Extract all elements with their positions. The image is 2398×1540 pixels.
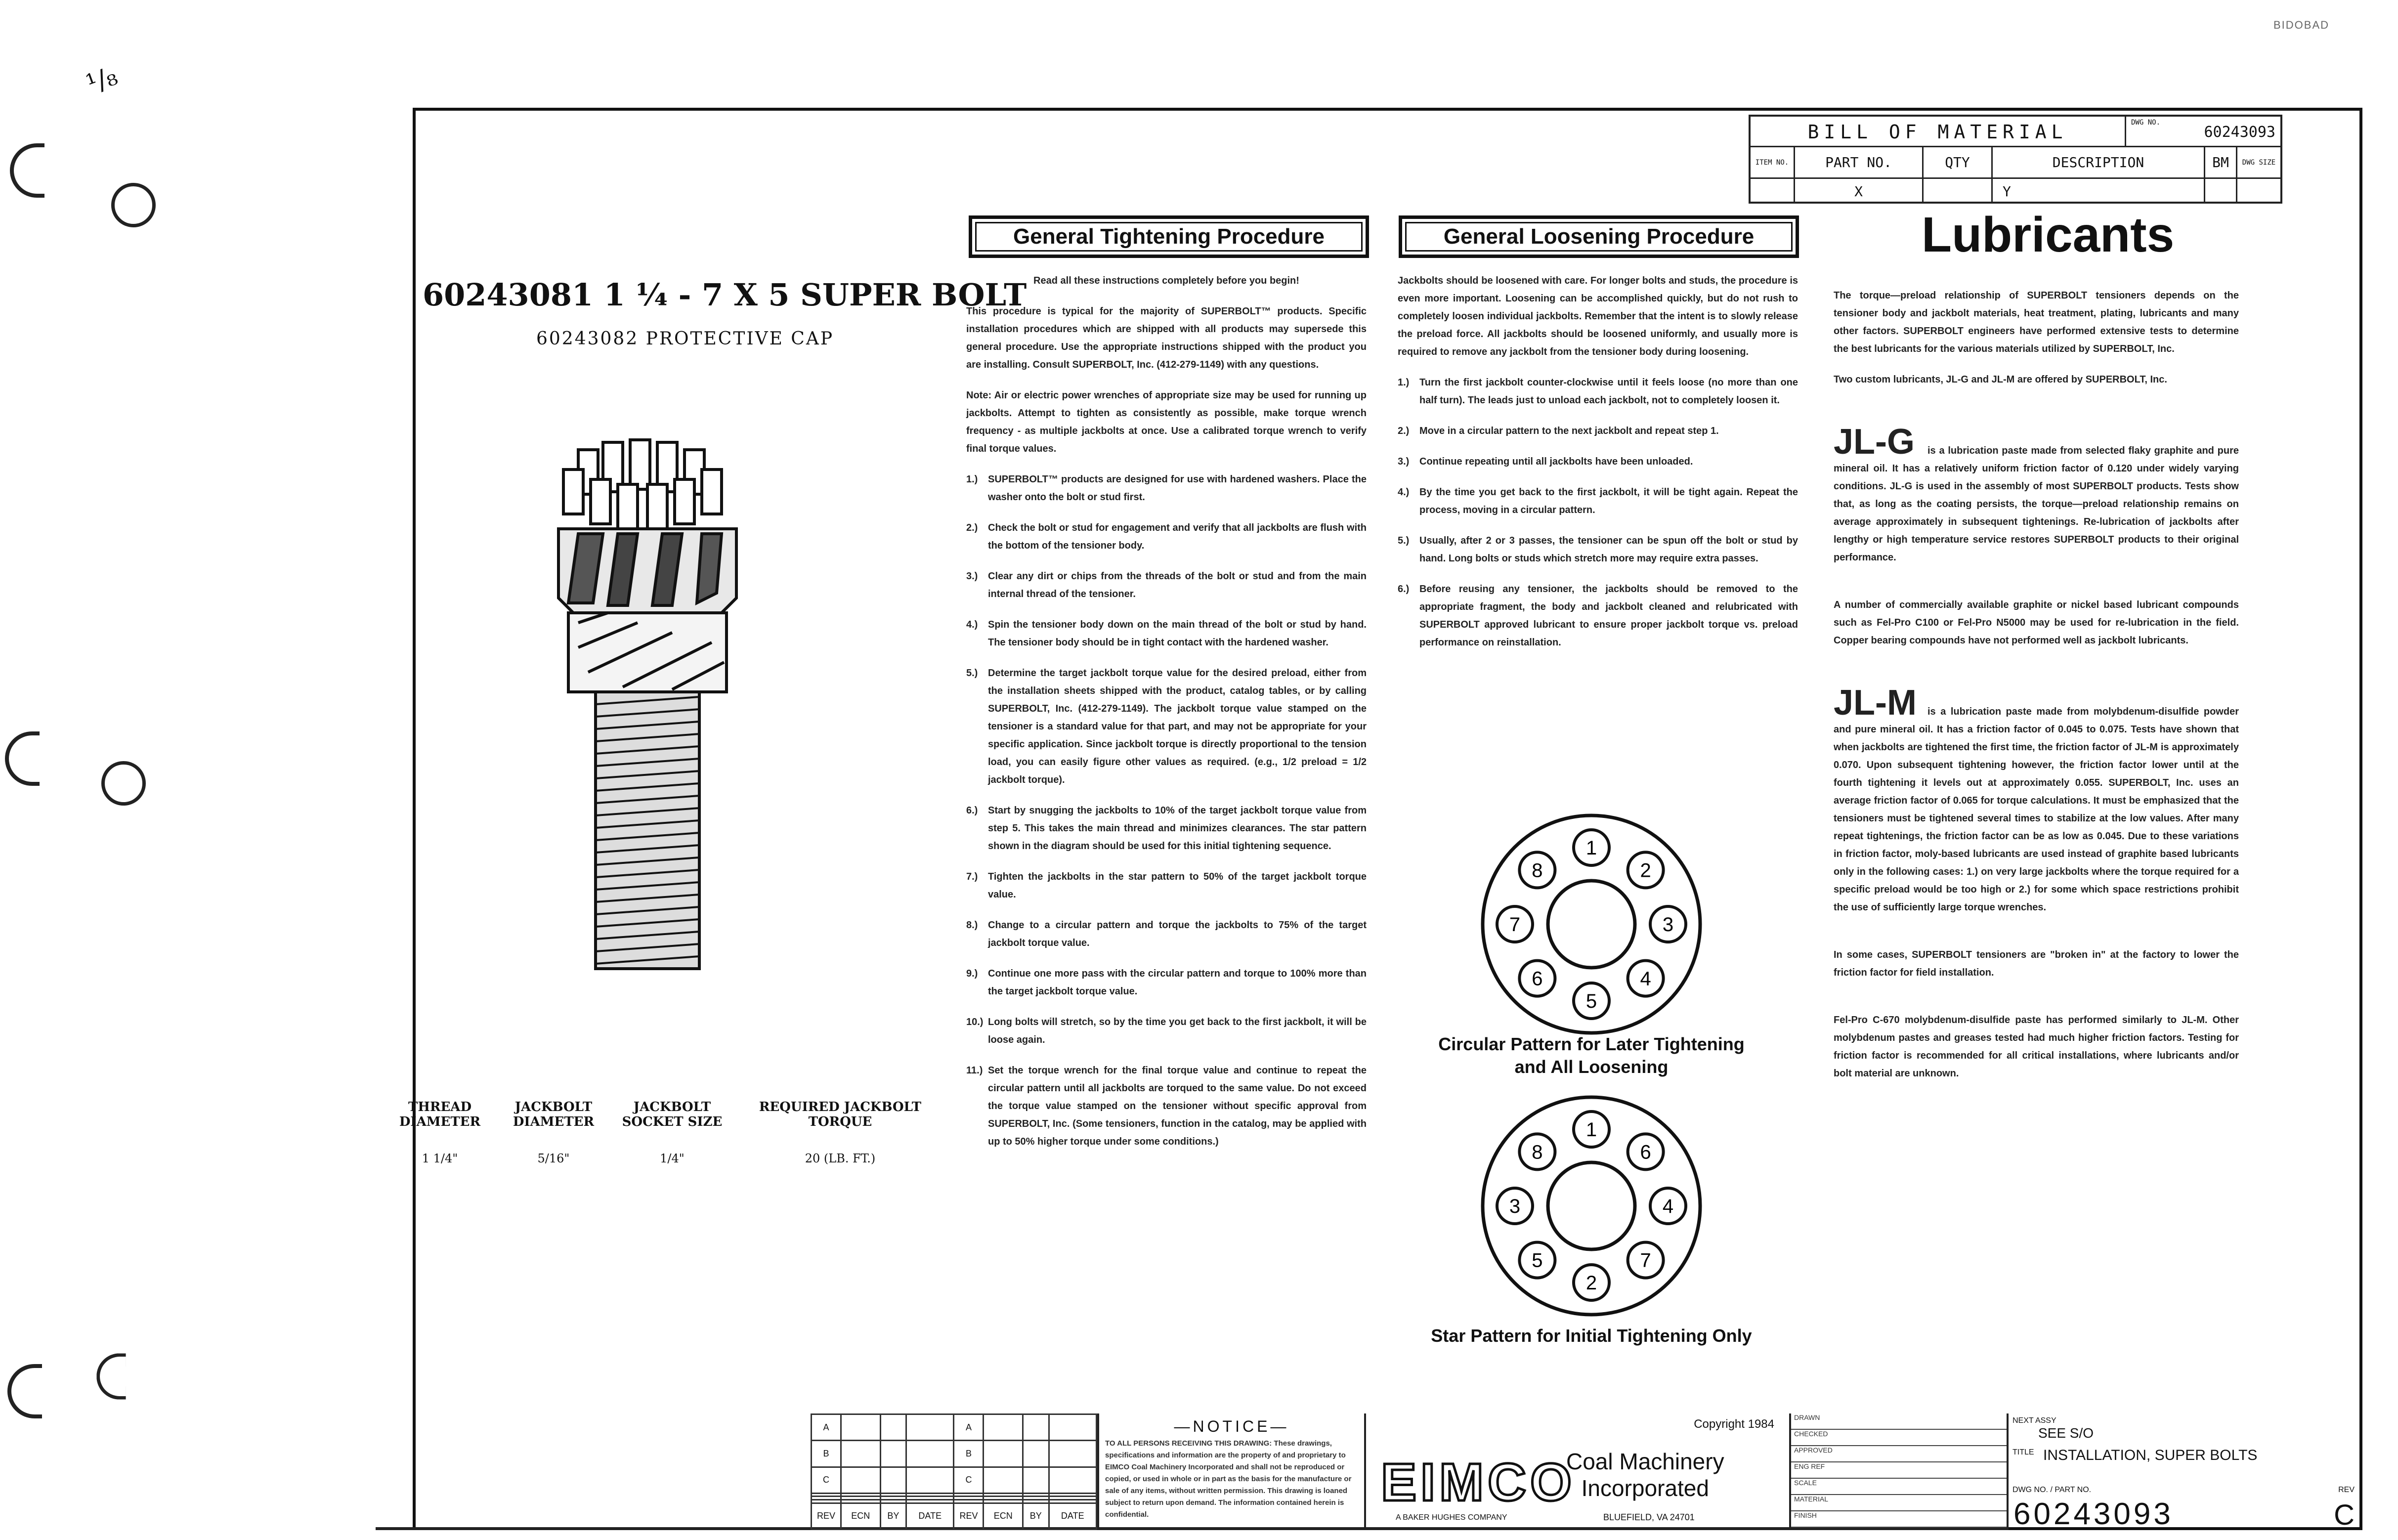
bom-header-qty: QTY: [1924, 147, 1993, 177]
step-number: 6.): [966, 805, 978, 816]
tightening-step: [966, 616, 1367, 651]
revision-block: [811, 1413, 1097, 1530]
jlg-heading: JL-G: [1834, 422, 1915, 462]
rev-label: REV: [2338, 1486, 2355, 1494]
loosening-step: [1398, 532, 1798, 567]
notice-text: TO ALL PERSONS RECEIVING THIS DRAWING: These drawings, specifications and information are the property of and proprietary to EIMCO Coal Machinery Incorporated and shall not be reproduced or copied, or used in whole or in part as the basis for the manufacture or sale of any items, without written permission. This drawing is loaned subject to return upon demand. The information contained herein is confidential.: [1105, 1439, 1352, 1519]
star-pattern-diagram: [1478, 1092, 1705, 1320]
jlm-heading: JL-M: [1834, 683, 1917, 723]
tightening-step: [966, 802, 1367, 855]
bom-drawing-number: 60243093: [2126, 117, 2280, 147]
title-label: TITLE: [2013, 1448, 2034, 1456]
step-text: Check the bolt or stud for engagement and verify that all jackbolts are flush with the bottom of the tensioner body.: [988, 522, 1367, 551]
rev-mark: C: [954, 1467, 984, 1493]
step-number: 5.): [1398, 535, 1410, 546]
circular-jackbolt-number: 6: [1532, 968, 1543, 990]
lubricants-intro: The torque—preload relationship of SUPERBOLT tensioners depends on the tensioner body and jackbolt materials, heat treatment, plating, lubricants and many other factors. SUPERBOLT engineers have performed extensive tests to determine the best lubricants for the various materials utilized by SUPERBOLT, Inc.: [1834, 290, 2239, 354]
binder-hole-mark: [5, 731, 40, 786]
tightening-step: [966, 519, 1367, 555]
loosening-step: [1398, 422, 1798, 440]
notice-title: —NOTICE—: [1174, 1417, 1289, 1435]
bom-cell: X: [1795, 179, 1924, 204]
step-text: By the time you get back to the first jackbolt, it will be tight again. Repeat the process, moving in a circular pattern.: [1419, 487, 1798, 515]
step-number: 9.): [966, 968, 978, 979]
bill-of-material: [1749, 115, 2282, 204]
star-jackbolt-number: 6: [1640, 1141, 1651, 1163]
loosening-step: [1398, 453, 1798, 471]
step-text: Continue one more pass with the circular pattern and torque to 100% more than the target jackbolt torque value.: [988, 968, 1367, 997]
tightening-step: [966, 471, 1367, 506]
sig-row: ENG REF: [1791, 1462, 2007, 1479]
company-location: BLUEFIELD, VA 24701: [1603, 1512, 1695, 1522]
rev-mark: B: [954, 1441, 984, 1467]
step-number: 7.): [966, 871, 978, 882]
handwritten-scribble: ¹/₈: [82, 60, 122, 100]
spec-header-jackbolt-diameter: JACKBOLT DIAMETER: [513, 1100, 595, 1129]
lubricants-felpro: Fel-Pro C-670 molybdenum-disulfide paste has performed similarly to JL-M. Other molybdenum pastes and greases tested had much higher friction factors. Testing for friction factor is recommended for all critical installations, where lubricants and/or bolt material are unknown.: [1834, 1015, 2239, 1079]
bom-header-size: DWG SIZE: [2242, 158, 2276, 167]
circular-jackbolt-number: 2: [1640, 859, 1651, 882]
step-number: 3.): [1398, 456, 1410, 467]
corner-code: BIDOBAD: [2273, 19, 2330, 31]
rev-col-header: BY: [1023, 1503, 1049, 1529]
bom-drawing-number-label: DWG NO.: [2131, 119, 2161, 127]
tightening-step: [966, 1013, 1367, 1049]
step-number: 3.): [966, 571, 978, 582]
sig-row: MATERIAL: [1791, 1495, 2007, 1511]
bom-header-item: ITEM NO.: [1751, 147, 1795, 177]
circular-jackbolt-number: 1: [1585, 837, 1597, 859]
jlm-section: [1834, 683, 2239, 916]
step-number: 6.): [1398, 584, 1410, 595]
step-number: 8.): [966, 920, 978, 931]
lubricants-custom: Two custom lubricants, JL-G and JL-M are offered by SUPERBOLT, Inc.: [1834, 374, 2167, 385]
rev-col-header: ECN: [841, 1503, 881, 1529]
binder-hole-mark: [10, 143, 44, 198]
star-jackbolt-number: 4: [1662, 1196, 1674, 1217]
loosening-title: General Loosening Procedure: [1399, 215, 1799, 258]
star-jackbolt-number: 8: [1532, 1141, 1543, 1163]
circular-jackbolt-number: 5: [1585, 990, 1597, 1012]
copyright: Copyright 1984: [1694, 1417, 1774, 1431]
spec-value-jackbolt-diameter: 5/16": [537, 1152, 570, 1165]
tightening-column: [966, 272, 1367, 1163]
binder-hole-mark: [96, 1353, 126, 1400]
company-block: [1364, 1413, 1789, 1530]
bom-header-bm: BM: [2205, 147, 2237, 177]
loosening-step: [1398, 483, 1798, 519]
bom-title: BILL OF MATERIAL: [1751, 117, 2126, 147]
superbolt-illustration: [549, 435, 746, 988]
step-text: Change to a circular pattern and torque the jackbolts to 75% of the target jackbolt torque value.: [988, 920, 1367, 948]
step-number: 1.): [1398, 377, 1410, 388]
next-assy-label: NEXT ASSY: [2013, 1416, 2056, 1425]
rev-mark: A: [954, 1414, 984, 1441]
step-text: Turn the first jackbolt counter-clockwise until it feels loose (no more than one half turn). The leads just to unload each jackbolt, not to completely loosen it.: [1419, 377, 1798, 406]
step-number: 11.): [966, 1065, 983, 1076]
dwg-no-label: DWG NO. / PART NO.: [2013, 1486, 2092, 1494]
rev-col-header: ECN: [984, 1503, 1023, 1529]
step-text: Usually, after 2 or 3 passes, the tensioner can be spun off the bolt or stud by hand. Long bolts or studs which stretch more may require extra passes.: [1419, 535, 1798, 564]
step-number: 4.): [966, 619, 978, 630]
bom-header-row: [1751, 147, 2280, 179]
spec-header-socket: JACKBOLT SOCKET SIZE: [622, 1100, 723, 1129]
bom-cell: [2237, 179, 2280, 204]
lubricants-column: [1834, 287, 2239, 1095]
loosening-step: [1398, 374, 1798, 409]
step-text: Set the torque wrench for the final torque value and continue to repeat the circular pattern until all jackbolts are torqued to the same value. Do not exceed the torque value stamped on the tensioner without specific approval from SUPERBOLT, Inc. (Some tensioners, function in the catalog, may be applied with up to 50% higher torque under some conditions.): [988, 1065, 1367, 1147]
spec-value-torque: 20 (LB. FT.): [805, 1152, 876, 1165]
star-jackbolt-number: 2: [1585, 1272, 1597, 1294]
step-text: Determine the target jackbolt torque value for the desired preload, either from the installation sheets shipped with the product, catalog tables, or by calling SUPERBOLT, Inc. (412-279-1149). The jackbolt torque value stamped on the tensioner is a standard value for that part, and may not be appropriate for your specific application. Since jackbolt torque is directly proportional to the tension load, you can easily figure other values as required. (e.g., 1/2 preload = 1/2 jackbolt torque).: [988, 668, 1367, 785]
circular-jackbolt-number: 4: [1640, 968, 1651, 990]
bom-cell: [1924, 179, 1993, 204]
tightening-step: [966, 868, 1367, 903]
bom-cell: [1751, 179, 1795, 204]
step-text: Start by snugging the jackbolts to 10% of the target jackbolt torque value from step 5. This takes the main thread and minimizes clearances. The star pattern shown in the diagram should be used for this initial tightening sequence.: [988, 805, 1367, 852]
tightening-step: [966, 664, 1367, 789]
tightening-step: [966, 567, 1367, 603]
bom-row: [1751, 179, 2280, 204]
sig-row: CHECKED: [1791, 1430, 2007, 1446]
jlm-text: is a lubrication paste made from molybdenum-disulfide powder and pure mineral oil. It has a friction factor of 0.045 to 0.075. Tests have shown that when jackbolts are tightened the first time, the friction factor of JL-M is approximately 0.070. Upon subsequent tightening however, the friction factor lower until at the fourth tightening it levels out at approximately 0.055. SUPERBOLT, Inc. uses an average friction factor of 0.065 for torque calculations. It must be emphasized that the tensioners must be tightened several times to stabilize at the low values. After many repeat tightenings, the friction factor can be as low as 0.045. Due to these variations in friction factor, moly-based lubricants are used instead of graphite based lubricants only in the following cases: 1.) on very large jackbolts where the torque required for a specific preload would be too high or 2.) for some which space restrictions prohibit the use of sufficiently large torque wrenches.: [1834, 706, 2239, 913]
tightening-intro: This procedure is typical for the majority of SUPERBOLT™ products. Specific installation procedures which are shipped with all products may supersede this general procedure. Use the appropriate instructions shipped with the product you are installing. Consult SUPERBOLT, Inc. (412-279-1149) with any questions.: [966, 306, 1367, 370]
jlg-section: [1834, 422, 2239, 566]
next-assy-value: SEE S/O: [2038, 1425, 2094, 1441]
drawing-title: INSTALLATION, SUPER BOLTS: [2043, 1447, 2258, 1463]
step-number: 2.): [966, 522, 978, 533]
star-jackbolt-number: 5: [1532, 1249, 1543, 1272]
tightening-step: [966, 965, 1367, 1000]
sig-row: DRAWN: [1791, 1413, 2007, 1430]
circular-jackbolt-number: 8: [1532, 859, 1543, 882]
step-text: SUPERBOLT™ products are designed for use with hardened washers. Place the washer onto the bolt or stud first.: [988, 474, 1367, 503]
lubricants-commercial: A number of commercially available graphite or nickel based lubricant compounds such as Fel-Pro C100 or Fel-Pro N5000 may be used for re-lubrication in the field. Copper bearing compounds have not performed well as jackbolt lubricants.: [1834, 599, 2239, 646]
step-text: Clear any dirt or chips from the threads of the bolt or stud and from the main internal thread of the tensioner.: [988, 571, 1367, 599]
bom-header-description: DESCRIPTION: [1993, 147, 2205, 177]
sig-row: APPROVED: [1791, 1446, 2007, 1462]
step-text: Tighten the jackbolts in the star pattern to 50% of the target jackbolt torque value.: [988, 871, 1367, 900]
spec-value-socket: 1/4": [660, 1152, 685, 1165]
company-name: Coal Machinery Incorporated: [1566, 1449, 1724, 1501]
tightening-title: General Tightening Procedure: [969, 215, 1369, 258]
star-jackbolt-number: 1: [1585, 1119, 1597, 1141]
tightening-step: [966, 1062, 1367, 1151]
rev-col-header: BY: [880, 1503, 906, 1529]
jlg-text: is a lubrication paste made from selected flaky graphite and pure mineral oil. It has a relatively uniform friction factor of 0.120 under widely varying conditions. JL-G is used in the assembly of most SUPERBOLT products. Tests show that, as long as the coating persists, the torque—preload relationship remains on average approximately in subsequent tightenings. Re-lubrication of jackbolts after lengthy or high temperature service restores SUPERBOLT products to their original performance.: [1834, 445, 2239, 563]
rev-mark: B: [812, 1441, 841, 1467]
step-number: 2.): [1398, 426, 1410, 436]
binder-ring-mark: [101, 761, 146, 806]
step-number: 4.): [1398, 487, 1410, 498]
circular-jackbolt-number: 7: [1509, 914, 1521, 936]
loosening-step: [1398, 580, 1798, 651]
spec-header-torque: REQUIRED JACKBOLT TORQUE: [759, 1100, 922, 1129]
drawing-revision: C: [2334, 1499, 2355, 1531]
circular-pattern-diagram: [1478, 811, 1705, 1038]
tightening-lead: Read all these instructions completely before you begin!: [1033, 275, 1299, 286]
part-title: 60243081 1 ¼ - 7 X 5 SUPER BOLT: [423, 277, 1027, 313]
step-text: Continue repeating until all jackbolts have been unloaded.: [1419, 456, 1693, 467]
spec-value-thread: 1 1/4": [422, 1152, 458, 1165]
tightening-step: [966, 916, 1367, 952]
drawing-title-block: [2007, 1413, 2362, 1530]
company-tagline: A BAKER HUGHES COMPANY: [1396, 1513, 1507, 1522]
rev-col-header: DATE: [1049, 1503, 1096, 1529]
star-pattern-caption: Star Pattern for Initial Tightening Only: [1431, 1326, 1752, 1346]
part-subtitle: 60243082 PROTECTIVE CAP: [536, 329, 834, 349]
notice-block: [1097, 1413, 1364, 1530]
step-text: Spin the tensioner body down on the main thread of the bolt or stud by hand. The tensioner body should be in tight contact with the hardened washer.: [988, 619, 1367, 648]
circular-pattern-caption: Circular Pattern for Later Tightening and All Loosening: [1438, 1034, 1745, 1077]
spec-header-thread: THREAD DIAMETER: [399, 1100, 481, 1129]
step-text: Move in a circular pattern to the next jackbolt and repeat step 1.: [1419, 426, 1719, 436]
rev-col-header: DATE: [906, 1503, 954, 1529]
step-text: Before reusing any tensioner, the jackbolts should be removed to the appropriate fragment, the body and jackbolt cleaned and relubricated with SUPERBOLT approved lubricant to ensure proper jackbolt torque vs. preload performance on reinstallation.: [1419, 584, 1798, 648]
bom-cell: [2205, 179, 2237, 204]
binder-ring-mark: [111, 183, 156, 227]
step-number: 10.): [966, 1017, 984, 1027]
loosening-column: [1398, 272, 1798, 664]
binder-hole-mark: [7, 1364, 42, 1418]
step-text: Long bolts will stretch, so by the time you get back to the first jackbolt, it will be loose again.: [988, 1017, 1367, 1045]
star-jackbolt-number: 3: [1509, 1196, 1521, 1217]
drawing-number: 60243093: [2013, 1497, 2174, 1531]
jackbolt-heads: [563, 440, 722, 529]
rev-mark: A: [812, 1414, 841, 1441]
eimco-logo: EIMCO: [1381, 1452, 1576, 1512]
rev-col-header: REV: [812, 1503, 841, 1529]
loosening-intro: Jackbolts should be loosened with care. For longer bolts and studs, the procedure is even more important. Loosening can be accomplished quickly, but do not rush to completely loosen individual jackbolts. Remember that the intent is to slowly release the preload force. All jackbolts should be loosened uniformly, and usually more is required to remove any jackbolt from the tensioner body during loosening.: [1398, 275, 1798, 357]
step-number: 1.): [966, 474, 978, 485]
sig-row: FINISH: [1791, 1511, 2007, 1528]
star-jackbolt-number: 7: [1640, 1249, 1651, 1272]
signature-block: [1789, 1413, 2007, 1530]
circular-jackbolt-number: 3: [1662, 914, 1674, 936]
bom-header-part: PART NO.: [1795, 147, 1924, 177]
rev-col-header: REV: [954, 1503, 984, 1529]
lubricants-title: Lubricants: [1922, 207, 2175, 262]
bom-cell: Y: [1993, 179, 2205, 204]
lubricants-break-in: In some cases, SUPERBOLT tensioners are "broken in" at the factory to lower the friction factor for field installation.: [1834, 949, 2239, 978]
step-number: 5.): [966, 668, 978, 679]
rev-mark: C: [812, 1467, 841, 1493]
sig-row: SCALE: [1791, 1479, 2007, 1495]
tightening-note: Note: Air or electric power wrenches of appropriate size may be used for running up jackbolts. Attempt to tighten as consistently as possible, make torque wrench frequency - as multiple jackbolts at once. Use a calibrated torque wrench to verify final torque values.: [966, 390, 1367, 454]
